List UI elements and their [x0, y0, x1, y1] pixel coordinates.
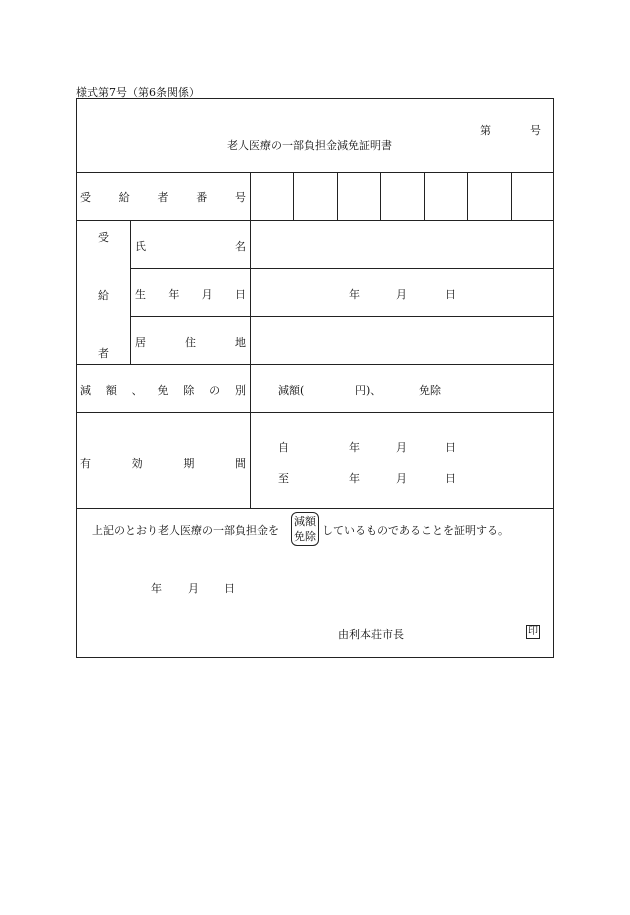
rule-recipient-side	[130, 220, 131, 364]
option-reduce: 減額	[294, 515, 316, 528]
label-char: 住	[185, 336, 196, 349]
number-cell-divider	[467, 172, 468, 220]
number-cell-divider	[380, 172, 381, 220]
validity-to: 至	[278, 472, 289, 485]
rule-reduction-bottom	[76, 412, 554, 413]
seal-mark: 印	[528, 626, 538, 637]
page-title: 老人医療の一部負担金減免証明書	[227, 139, 392, 152]
validity-from-month: 月	[396, 441, 407, 454]
number-cell-divider	[424, 172, 425, 220]
label-char: 給	[118, 191, 130, 204]
label-char: 減	[80, 384, 91, 397]
certification-day: 日	[224, 582, 235, 595]
option-exempt: 免除	[294, 530, 316, 543]
number-cell-divider	[293, 172, 294, 220]
label-char: 額	[105, 384, 117, 397]
label-char: 居	[135, 336, 146, 349]
reduction-amount-close: 円)、	[355, 384, 382, 397]
label-char: 除	[183, 384, 195, 397]
form-frame	[76, 98, 554, 658]
certification-text-before: 上記のとおり老人医療の一部負担金を	[92, 524, 279, 537]
label-char: 号	[235, 191, 246, 204]
reduction-label	[80, 382, 246, 398]
recipient-number-label	[80, 189, 246, 205]
validity-from-day: 日	[445, 441, 456, 454]
rule-address-bottom	[76, 364, 554, 365]
label-char: 年	[168, 288, 180, 301]
certification-text-after: しているものであることを証明する。	[322, 524, 509, 537]
number-cell-divider	[511, 172, 512, 220]
label-char: 氏	[135, 240, 146, 253]
rule-validity-bottom	[76, 508, 554, 509]
label-char: 有	[80, 457, 91, 470]
recipient-side-label-1: 受	[98, 231, 109, 244]
number-go: 号	[530, 124, 541, 137]
issuer: 由利本荘市長	[338, 628, 404, 641]
validity-from: 自	[278, 441, 289, 454]
label-char: 免	[157, 384, 169, 397]
validity-to-year: 年	[349, 472, 360, 485]
label-char: 月	[201, 288, 213, 301]
label-char: 地	[235, 336, 246, 349]
birth-day: 日	[445, 288, 456, 301]
recipient-side-label-3: 者	[98, 347, 109, 360]
number-cell-divider	[337, 172, 338, 220]
label-char: 番	[196, 191, 208, 204]
rule-label-divider	[250, 172, 251, 508]
reduction-amount-open: 減額(	[278, 384, 305, 397]
form-id: 様式第7号（第6条関係）	[76, 86, 200, 99]
address-label	[135, 334, 246, 350]
label-char: 名	[235, 240, 246, 253]
label-char: 生	[135, 288, 146, 301]
birth-year: 年	[349, 288, 360, 301]
label-char: 別	[234, 384, 246, 397]
label-char: 間	[234, 457, 246, 470]
certification-year: 年	[151, 582, 162, 595]
label-char: 者	[157, 191, 169, 204]
validity-from-year: 年	[349, 441, 360, 454]
label-char: 期	[183, 457, 195, 470]
rule-birth-bottom	[130, 316, 554, 317]
number-dai: 第	[480, 124, 491, 137]
recipient-side-label-2: 給	[98, 289, 109, 302]
rule-name-bottom	[130, 268, 554, 269]
label-char: 受	[80, 191, 91, 204]
certification-month: 月	[188, 582, 199, 595]
reduce-exempt-choice	[291, 512, 319, 546]
label-char: 効	[131, 457, 143, 470]
validity-to-day: 日	[445, 472, 456, 485]
label-char: の	[209, 384, 221, 397]
rule-title-bottom	[76, 172, 554, 173]
label-char: 、	[131, 384, 143, 397]
label-char: 日	[234, 288, 246, 301]
validity-label	[80, 455, 246, 471]
name-label	[135, 238, 246, 254]
validity-to-month: 月	[396, 472, 407, 485]
birth-label	[135, 286, 246, 302]
exemption-option: 免除	[419, 384, 441, 397]
birth-month: 月	[396, 288, 407, 301]
rule-number-bottom	[76, 220, 554, 221]
